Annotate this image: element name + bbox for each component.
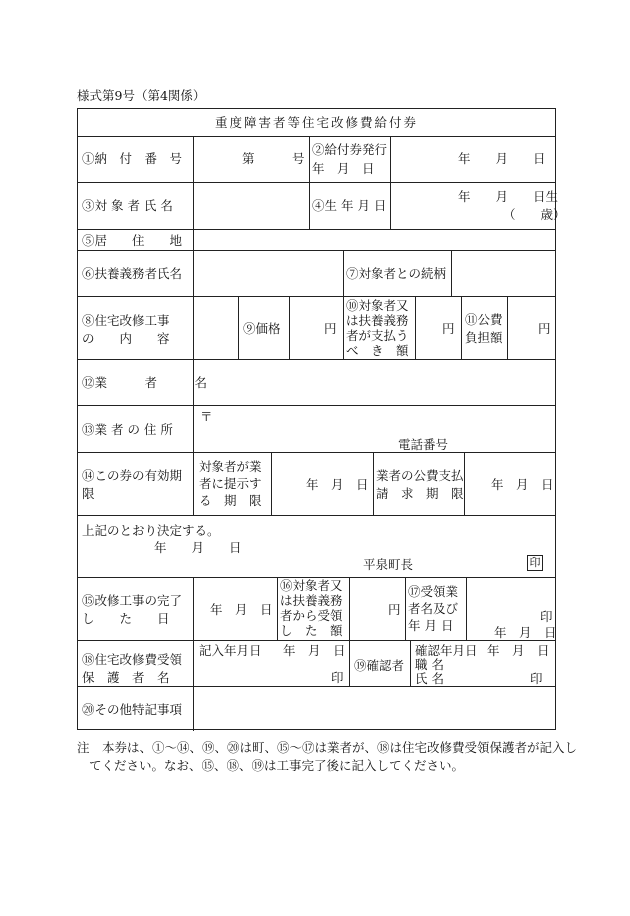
received-amount-yen: 円	[388, 602, 401, 617]
confirm-date-label: 確認年月日	[415, 643, 478, 658]
present-deadline-line1: 対象者が業	[199, 459, 262, 474]
receiving-contractor-label-line1: ⑰受領業	[408, 584, 459, 599]
contractor-name-label: ⑫業 者 名	[82, 375, 208, 390]
claim-deadline-line1: 業者の公費支払	[376, 468, 464, 483]
guardian-receipt-label-line1: ⑱住宅改修費受領	[82, 652, 183, 667]
footnote	[77, 739, 577, 775]
validity-label-line1: ⑭この券の有効期	[82, 468, 183, 483]
entry-date-label: 記入年月日	[199, 643, 262, 658]
receiving-contractor-seal: 印	[540, 609, 553, 624]
issue-date-label-line2: 年 月 日	[312, 161, 375, 176]
guardian-receipt-label-line2: 保 護 者 名	[82, 670, 170, 685]
entry-date-value: 年 月 日	[283, 643, 346, 658]
decision-text: 上記のとおり決定する。	[82, 523, 220, 538]
confirmer-seal: 印	[530, 671, 543, 686]
received-amount-label-line3: 者から受領	[280, 608, 343, 623]
claim-deadline-date: 年 月 日	[491, 477, 554, 492]
receiving-contractor-date: 年 月 日	[494, 625, 557, 640]
payment-number-value: 第 号	[242, 151, 305, 166]
present-deadline-line3: る 期 限	[199, 493, 262, 508]
burden-label-line2: は扶養義務	[346, 313, 409, 328]
job-title-label: 職 名	[415, 657, 444, 672]
issue-date-value: 年 月 日	[458, 151, 546, 166]
burden-label-line4: べ き 額	[346, 343, 409, 358]
burden-label-line3: 者が支払う	[346, 328, 409, 343]
guardian-seal: 印	[331, 670, 344, 685]
footnote-line2: てください。なお、⑮、⑱、⑲は工事完了後に記入してください。	[89, 758, 465, 773]
received-amount-label-line4: し た 額	[280, 623, 343, 638]
payment-number-label: ①納 付 番 号	[82, 151, 183, 166]
confirmer-name-label: 氏 名	[415, 671, 444, 686]
issue-date-label-line1: ②給付券発行	[312, 142, 388, 157]
work-content-label-line2: の 内 容	[82, 331, 170, 346]
postal-mark: 〒	[200, 409, 213, 424]
form-table	[77, 108, 566, 730]
public-burden-label-line1: ⑪公費	[465, 312, 503, 327]
receiving-contractor-label-line2: 者名及び	[408, 601, 459, 616]
burden-yen: 円	[442, 321, 455, 336]
confirm-date-value: 年 月 日	[487, 643, 550, 658]
receiving-contractor-label-line3: 年 月 日	[408, 618, 454, 633]
subject-name-label: ③対 象 者 氏 名	[82, 198, 173, 213]
received-amount-label-line2: は扶養義務	[280, 593, 343, 608]
residence-label: ⑤居 住 地	[82, 233, 183, 248]
footnote-line1: 注 本券は、①〜⑭、⑲、⑳は町、⑮〜⑰は業者が、⑱は住宅改修費受領保護者が記入し	[77, 740, 578, 755]
relationship-label: ⑦対象者との続柄	[346, 266, 447, 281]
present-deadline-date: 年 月 日	[306, 477, 369, 492]
phone-label: 電話番号	[398, 437, 449, 452]
public-burden-yen: 円	[538, 321, 551, 336]
contractor-address-label: ⑬業 者 の 住 所	[82, 422, 173, 437]
form-number: 様式第9号（第4関係）	[77, 88, 206, 103]
birth-date-value: 年 月 日生	[458, 189, 559, 204]
price-yen: 円	[324, 321, 337, 336]
burden-label-line1: ⑩対象者又	[346, 298, 409, 313]
public-burden-label-line2: 負担額	[465, 330, 503, 345]
birth-date-label: ④生 年 月 日	[312, 198, 387, 213]
form-title: 重度障害者等住宅改修費給付券	[214, 115, 418, 130]
decision-date: 年 月 日	[154, 540, 242, 555]
work-content-label-line1: ⑧住宅改修工事	[82, 313, 170, 328]
remarks-label: ⑳その他特記事項	[82, 702, 183, 717]
price-label: ⑨価格	[243, 321, 281, 336]
completion-date-value: 年 月 日	[210, 602, 273, 617]
completion-date-label-line2: し た 日	[82, 611, 170, 626]
mayor-seal: 印	[527, 555, 543, 571]
mayor-label: 平泉町長	[363, 557, 414, 572]
guardian-name-label: ⑥扶養義務者氏名	[82, 266, 183, 281]
received-amount-label-line1: ⑯対象者又	[280, 578, 343, 593]
present-deadline-line2: 者に提示す	[199, 476, 262, 491]
claim-deadline-line2: 請 求 期 限	[376, 486, 464, 501]
confirmer-label: ⑲確認者	[354, 658, 405, 673]
validity-label-line2: 限	[82, 486, 95, 501]
completion-date-label-line1: ⑮改修工事の完了	[82, 593, 183, 608]
age-value: （ 歳）	[503, 207, 566, 222]
